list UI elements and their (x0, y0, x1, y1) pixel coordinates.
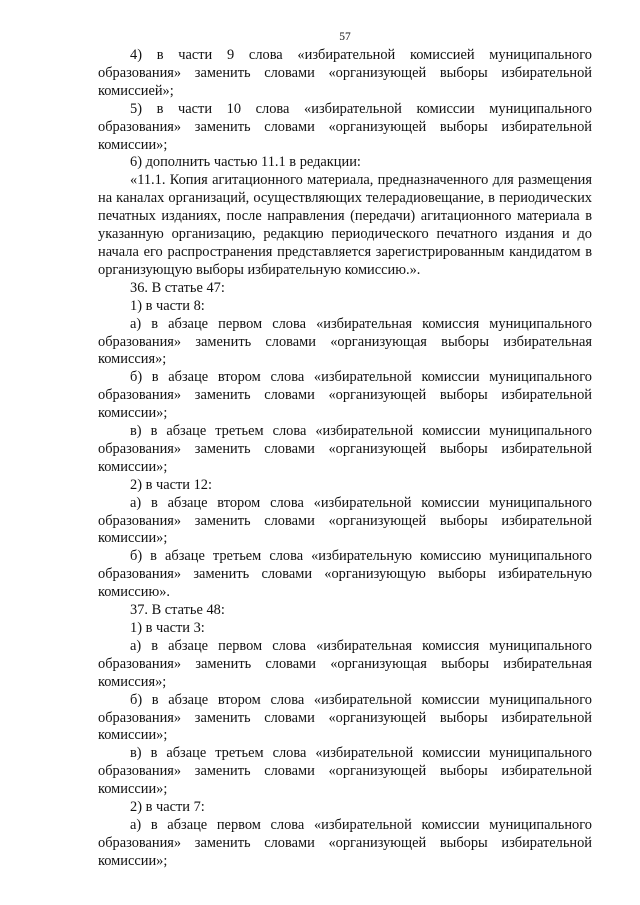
paragraph-art47-p8-a: а) в абзаце первом слова «избирательная комиссия муниципального образования» заменить словами «организующая выборы избирательная комиссия»; (98, 315, 592, 368)
paragraph-amendment-6: 6) дополнить частью 11.1 в редакции: (130, 154, 361, 171)
paragraph-art47-p12-a: а) в абзаце втором слова «избирательной комиссии муниципального образования» заменить словами «организующей выборы избирательной комиссии»; (98, 494, 592, 547)
paragraph-amendment-5: 5) в части 10 слова «избирательной комиссии муниципального образования» заменить словами «организующей выборы избирательной комиссии»; (98, 100, 592, 153)
paragraph-art48-p3-v: в) в абзаце третьем слова «избирательной комиссии муниципального образования» заменить словами «организующей выборы избирательной комиссии»; (98, 745, 592, 798)
paragraph-article-47-heading: 36. В статье 47: (130, 279, 225, 296)
paragraph-art48-p7-a: а) в абзаце первом слова «избирательной комиссии муниципального образования» заменить словами «организующей выборы избирательной комиссии»; (98, 816, 592, 869)
paragraph-art47-p12-b: б) в абзаце третьем слова «избирательную комиссию муниципального образования» заменить словами «организующую выборы избирательную комиссию». (98, 548, 592, 601)
paragraph-art47-part-12: 2) в части 12: (130, 476, 212, 493)
paragraph-art47-p8-b: б) в абзаце втором слова «избирательной комиссии муниципального образования» заменить словами «организующей выборы избирательной комиссии»; (98, 369, 592, 422)
paragraph-article-48-heading: 37. В статье 48: (130, 602, 225, 619)
paragraph-art47-part-8: 1) в части 8: (130, 297, 205, 314)
page-number: 57 (339, 31, 351, 43)
paragraph-amendment-4: 4) в части 9 слова «избирательной комиссией муниципального образования» заменить словами «организующей выборы избирательной комиссией»; (98, 47, 592, 99)
paragraph-art48-part-7: 2) в части 7: (130, 799, 205, 816)
paragraph-art48-part-3: 1) в части 3: (130, 620, 205, 636)
paragraph-art48-p3-b: б) в абзаце втором слова «избирательной комиссии муниципального образования» заменить словами «организующей выборы избирательной комиссии»; (98, 691, 592, 744)
paragraph-art48-p3-a: а) в абзаце первом слова «избирательная комиссия муниципального образования» заменить словами «организующая выборы избирательная комиссия»; (98, 637, 592, 690)
paragraph-art47-p8-v: в) в абзаце третьем слова «избирательной комиссии муниципального образования» заменить словами «организующей выборы избирательной комиссии»; (98, 423, 592, 475)
paragraph-part-11-1-text: «11.1. Копия агитационного материала, предназначенного для размещения на каналах организаций, осуществляющих телерадиовещание, в периодических печатных изданиях, после направления (передачи) агитационного материала в указанную организацию, редакцию периодического печатного издания и до начала его распространения представляется зарегистрированным кандидатом в организующую выборы избирательную комиссию.». (98, 172, 592, 278)
